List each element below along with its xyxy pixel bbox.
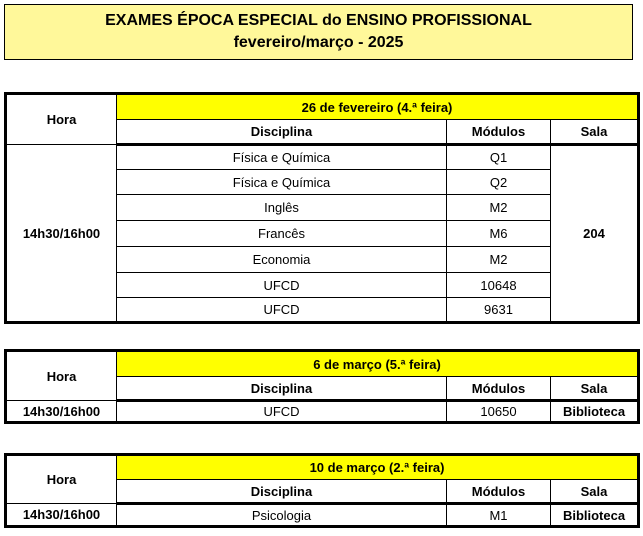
sala-header: Sala <box>551 377 639 401</box>
disciplina-cell: UFCD <box>117 273 447 298</box>
disciplina-cell: Física e Química <box>117 170 447 195</box>
title-line-2: fevereiro/março - 2025 <box>233 34 404 51</box>
room-cell: Biblioteca <box>551 504 639 527</box>
time-cell: 14h30/16h00 <box>6 145 117 323</box>
date-header: 6 de março (5.ª feira) <box>117 351 639 377</box>
modulo-cell: M2 <box>447 195 551 221</box>
hora-header: Hora <box>6 455 117 504</box>
modulo-cell: 10648 <box>447 273 551 298</box>
modulo-cell: 9631 <box>447 298 551 323</box>
hora-header: Hora <box>6 351 117 401</box>
sala-header: Sala <box>551 120 639 145</box>
date-header: 10 de março (2.ª feira) <box>117 455 639 480</box>
title-line-1: EXAMES ÉPOCA ESPECIAL do ENSINO PROFISSIONAL <box>105 12 532 29</box>
room-cell: 204 <box>551 145 639 323</box>
exam-table-26-fevereiro <box>4 92 640 324</box>
disciplina-header: Disciplina <box>117 480 447 504</box>
modulo-cell: Q2 <box>447 170 551 195</box>
disciplina-header: Disciplina <box>117 120 447 145</box>
exam-table-6-marco <box>4 349 640 424</box>
disciplina-header: Disciplina <box>117 377 447 401</box>
date-header: 26 de fevereiro (4.ª feira) <box>117 94 639 120</box>
disciplina-cell: Inglês <box>117 195 447 221</box>
room-cell: Biblioteca <box>551 401 639 423</box>
disciplina-cell: UFCD <box>117 298 447 323</box>
hora-header: Hora <box>6 94 117 145</box>
disciplina-cell: Francês <box>117 221 447 247</box>
modulos-header: Módulos <box>447 377 551 401</box>
disciplina-cell: UFCD <box>117 401 447 423</box>
modulo-cell: Q1 <box>447 145 551 170</box>
exam-table-10-marco <box>4 453 640 528</box>
disciplina-cell: Física e Química <box>117 145 447 170</box>
disciplina-cell: Economia <box>117 247 447 273</box>
modulo-cell: M2 <box>447 247 551 273</box>
modulos-header: Módulos <box>447 480 551 504</box>
modulo-cell: M6 <box>447 221 551 247</box>
disciplina-cell: Psicologia <box>117 504 447 527</box>
modulos-header: Módulos <box>447 120 551 145</box>
modulo-cell: 10650 <box>447 401 551 423</box>
sala-header: Sala <box>551 480 639 504</box>
time-cell: 14h30/16h00 <box>6 401 117 423</box>
document-title <box>4 4 633 60</box>
time-cell: 14h30/16h00 <box>6 504 117 527</box>
modulo-cell: M1 <box>447 504 551 527</box>
